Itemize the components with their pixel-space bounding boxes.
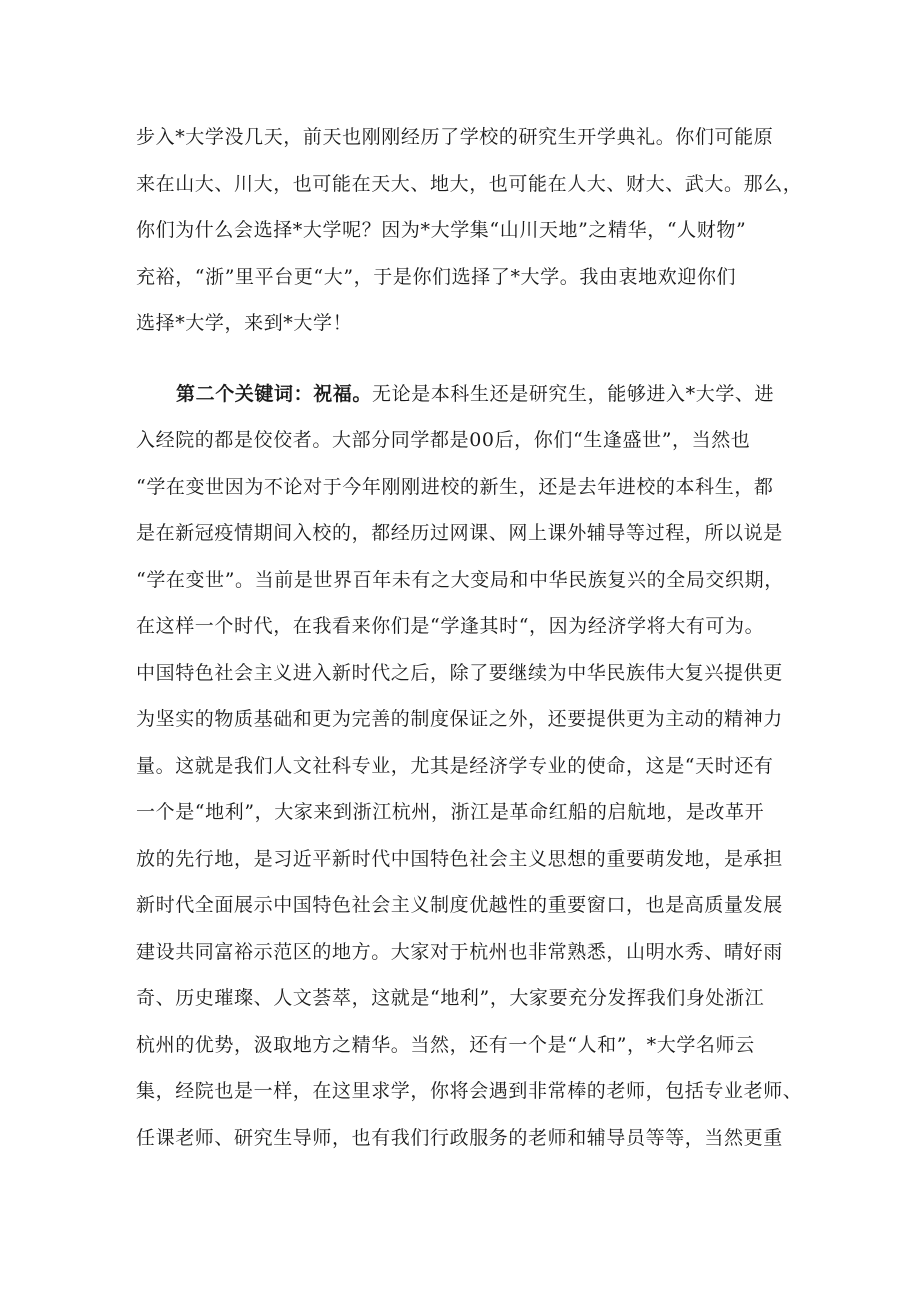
text-line: 充裕，“浙”里平台更“大”，于是你们选择了*大学。我由衷地欢迎你们 bbox=[136, 265, 737, 288]
text-line: 你们为什么会选择*大学呢？因为*大学集“山川天地”之精华，“人财物” bbox=[136, 219, 747, 241]
text-line: 新时代全面展示中国特色社会主义制度优越性的重要窗口，也是高质量发展 bbox=[136, 894, 783, 916]
text-line-rest: 无论是本科生还是研究生，能够进入*大学、进 bbox=[372, 382, 775, 405]
text-line-first bbox=[136, 371, 796, 418]
text-line: “学在变世”。当前是世界百年未有之大变局和中华民族复兴的全局交织期， bbox=[136, 568, 784, 591]
text-line: 选择*大学，来到*大学！ bbox=[136, 312, 353, 334]
text-line: 步入*大学没几天，前天也刚刚经历了学校的研究生开学典礼。你们可能原 bbox=[136, 126, 774, 148]
text-line: 放的先行地，是习近平新时代中国特色社会主义思想的重要萌发地，是承担 bbox=[136, 847, 783, 870]
text-line: 是在新冠疫情期间入校的，都经历过网课、网上课外辅导等过程，所以说是 bbox=[136, 522, 783, 544]
text-line: 奇、历史璀璨、人文荟萃，这就是“地利”，大家要充分发挥我们身处浙江 bbox=[136, 987, 765, 1009]
text-line: 量。这就是我们人文社科专业，尤其是经济学专业的使命，这是“天时还有 bbox=[136, 754, 774, 777]
paragraph-1 bbox=[136, 114, 803, 347]
text-line: 为坚实的物质基础和更为完善的制度保证之外，还要提供更为主动的精神力 bbox=[136, 708, 783, 730]
paragraph-gap bbox=[136, 347, 796, 371]
text-line: 入经院的都是佼佼者。大部分同学都是00后，你们“生逢盛世”，当然也 bbox=[136, 429, 751, 451]
paragraph-2 bbox=[136, 371, 803, 1162]
text-line: 任课老师、研究生导师，也有我们行政服务的老师和辅导员等等，当然更重 bbox=[136, 1126, 783, 1149]
text-line: 在这样一个时代，在我看来你们是“学逢其时“，因为经济学将大有可为。 bbox=[136, 615, 765, 637]
keyword-heading: 第二个关键词：祝福。 bbox=[176, 382, 373, 405]
document-body bbox=[136, 114, 803, 1161]
text-line: 来在山大、川大，也可能在天大、地大，也可能在人大、财大、武大。那么， bbox=[136, 172, 803, 195]
text-line: 中国特色社会主义进入新时代之后，除了要继续为中华民族伟大复兴提供更 bbox=[136, 661, 783, 684]
text-line: 杭州的优势，汲取地方之精华。当然，还有一个是“人和”，*大学名师云 bbox=[136, 1033, 755, 1056]
text-line: 建设共同富裕示范区的地方。大家对于杭州也非常熟悉，山明水秀、晴好雨 bbox=[136, 940, 783, 963]
text-line: 一个是“地利”，大家来到浙江杭州，浙江是革命红船的启航地，是改革开 bbox=[136, 801, 765, 823]
text-line: 集，经院也是一样，在这里求学，你将会遇到非常棒的老师，包括专业老师、 bbox=[136, 1080, 803, 1102]
text-line: “学在变世因为不论对于今年刚刚进校的新生，还是去年进校的本科生，都 bbox=[136, 475, 774, 498]
